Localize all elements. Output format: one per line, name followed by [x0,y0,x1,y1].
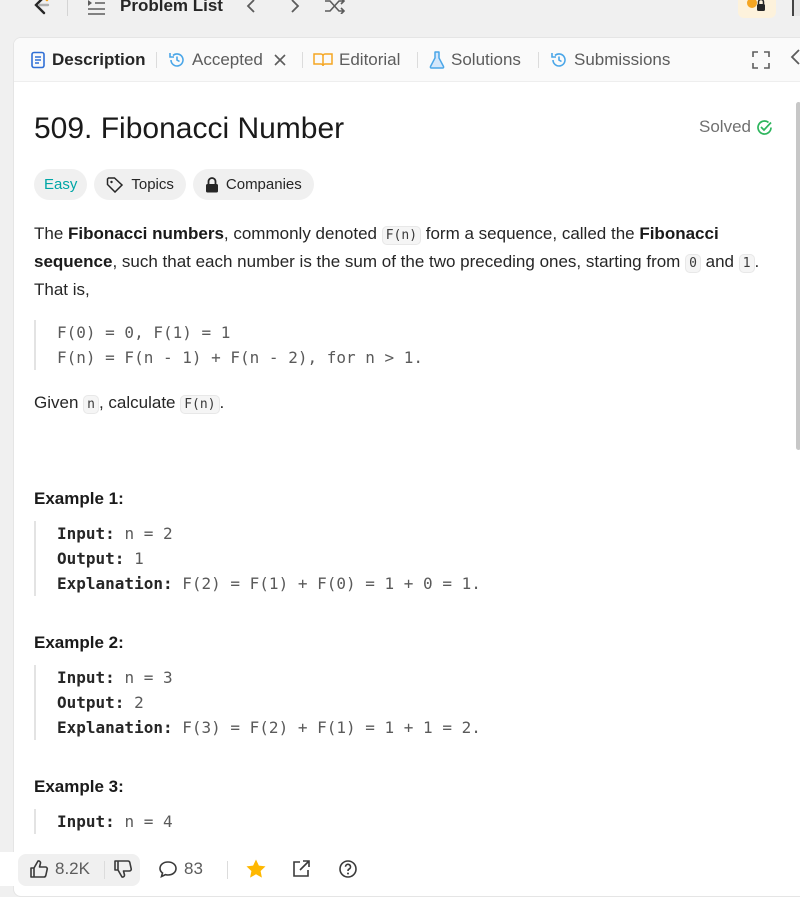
flask-icon [429,51,445,69]
inline-code: 0 [685,254,701,273]
desc-text: , commonly denoted [223,224,382,243]
divider [67,0,68,16]
solved-label: Solved [699,117,751,136]
given-part: , calculate [98,393,181,412]
bottom-action-bar [0,852,800,886]
formula-block [34,320,734,370]
tab-divider [538,52,539,68]
example-label: Input: [57,524,115,543]
star-icon [245,858,267,880]
book-icon [313,52,333,68]
example-value: F(2) = F(1) + F(0) = 1 + 0 = 1. [182,574,481,593]
inline-code: 1 [739,254,755,273]
example-heading: Example 1: [34,489,124,508]
tab-divider [417,52,418,68]
formula-line: F(0) = 0, F(1) = 1 [57,323,231,342]
desc-text: The [34,224,69,243]
example-value: n = 4 [124,812,173,831]
given-text [34,393,224,413]
example-value: n = 2 [124,524,173,543]
leetcode-logo-icon[interactable] [30,0,52,16]
comment-count: 83 [184,859,203,878]
tab-label: Description [52,50,146,69]
panel-edge [792,0,800,16]
problem-list-link[interactable]: Problem List [120,0,223,15]
inline-code: F(n) [180,395,219,414]
top-navbar [0,0,800,22]
description-panel [13,37,800,897]
chevron-right-icon [289,0,301,14]
formula-line: F(n) = F(n - 1) + F(n - 2), for n > 1. [57,348,424,367]
shuffle-icon [324,0,346,14]
desc-text: form a sequence, called the [421,224,640,243]
example-heading: Example 3: [34,777,124,796]
tag-icon [106,177,124,193]
like-count: 8.2K [55,859,90,878]
help-button[interactable] [338,858,364,880]
comment-icon [158,859,178,879]
example-label: Input: [57,812,115,831]
example-block [34,521,734,596]
example-label: Explanation: [57,718,173,737]
companies-button[interactable] [193,169,314,200]
example-value: 1 [134,549,144,568]
thumbs-up-icon [29,859,49,879]
example-heading: Example 2: [34,633,124,652]
tab-label: Accepted [192,50,263,69]
like-button[interactable] [29,858,90,880]
tab-label: Solutions [451,50,521,69]
problem-list-icon[interactable] [86,0,106,15]
premium-lock-icon [738,0,776,16]
tab-description[interactable] [30,48,146,72]
close-icon[interactable] [273,53,287,67]
desc-bold: Fibonacci sequence [34,224,719,271]
solved-status [699,117,773,137]
example-label: Output: [57,693,125,712]
desc-text: and [700,252,739,271]
chevron-left-icon [789,48,800,66]
prev-problem-button[interactable] [240,0,262,16]
tab-divider [156,52,157,68]
example-block [34,665,734,740]
random-problem-button[interactable] [324,0,346,16]
dislike-button[interactable] [113,858,139,880]
chevron-left-icon [245,0,257,14]
topics-label: Topics [131,176,174,193]
given-part: Given [34,393,84,412]
example-value: 2 [134,693,144,712]
favorite-button[interactable] [245,858,273,880]
difficulty-badge: Easy [34,169,87,200]
desc-text: . That is, [34,252,760,299]
divider [227,861,228,879]
tab-divider [302,52,303,68]
example-label: Input: [57,668,115,687]
collapse-panel-button[interactable] [789,48,800,72]
desc-text: , such that each number is the sum of the two preceding ones, starting from [112,252,686,271]
question-circle-icon [338,859,358,879]
lock-icon [205,177,219,193]
problem-description [34,221,774,303]
example-block [34,809,734,834]
check-circle-icon [756,119,773,136]
example-label: Output: [57,549,125,568]
inline-code: F(n) [382,226,421,245]
tab-accepted[interactable] [168,48,293,72]
example-value: n = 3 [124,668,173,687]
tab-submissions[interactable] [550,48,670,72]
tab-label: Submissions [574,50,671,69]
topics-button[interactable] [94,169,186,200]
problem-title[interactable]: 509. Fibonacci Number [34,112,345,145]
inline-code: n [83,395,99,414]
comments-button[interactable] [158,858,203,880]
premium-button[interactable] [738,0,776,18]
document-icon [30,51,46,69]
tab-bar [14,38,800,82]
desc-bold: Fibonacci numbers [68,224,224,243]
tab-editorial[interactable] [313,48,400,72]
companies-label: Companies [225,176,302,193]
external-link-icon [291,859,311,879]
tab-solutions[interactable] [429,48,521,72]
expand-icon[interactable] [751,50,771,70]
history-icon [550,51,568,69]
example-value: F(3) = F(2) + F(1) = 1 + 1 = 2. [182,718,481,737]
tab-label: Editorial [339,50,401,69]
scrollbar-thumb[interactable] [796,102,800,450]
thumbs-down-icon [113,859,133,879]
next-problem-button[interactable] [284,0,306,16]
tag-chips [34,169,321,200]
share-button[interactable] [291,858,317,880]
history-icon [168,51,186,69]
given-part: . [219,393,225,412]
divider [104,861,105,879]
example-label: Explanation: [57,574,173,593]
